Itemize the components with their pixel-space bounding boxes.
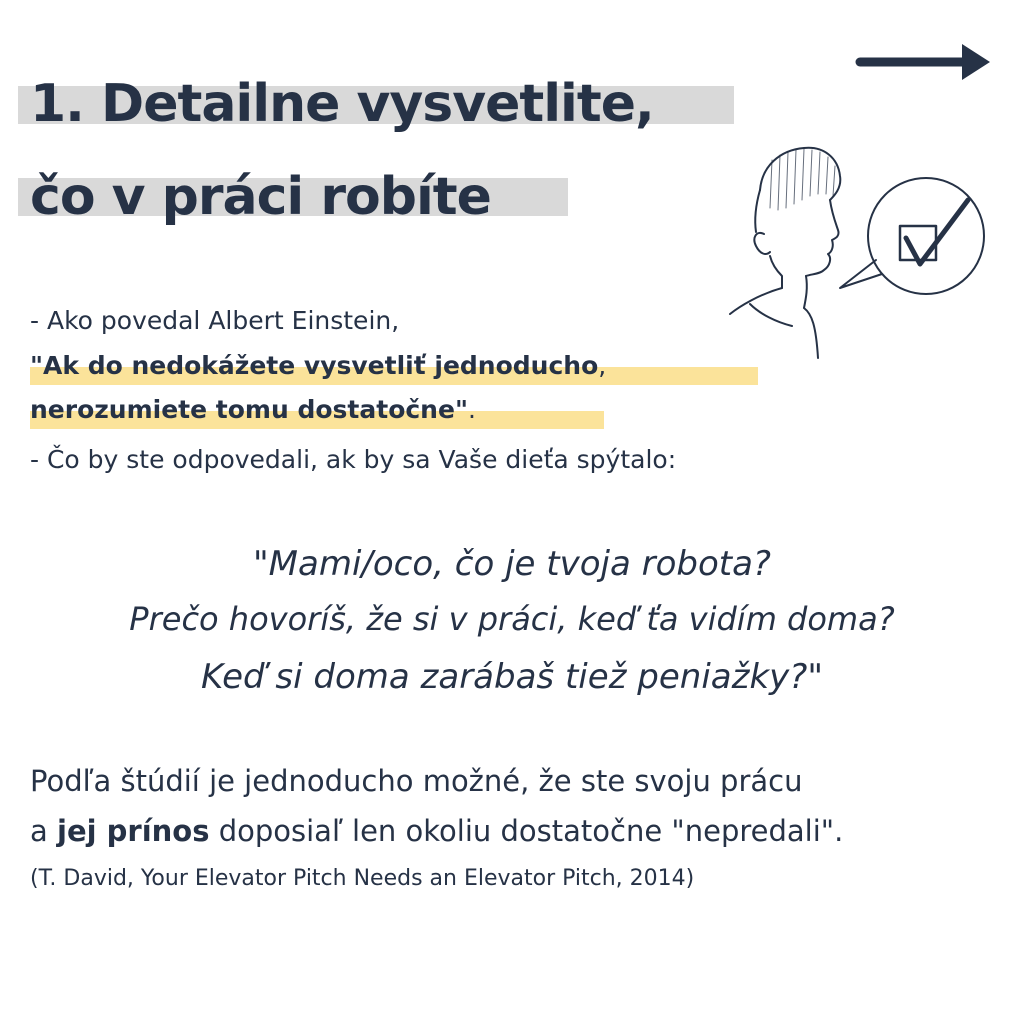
intro-line-4: - Čo by ste odpovedali, ak by sa Vaše dieťa spýtalo: (30, 445, 677, 474)
einstein-quote-line-2-tail: . (467, 395, 476, 424)
conclusion-line-2-suffix: doposiaľ len okoliu dostatočne "nepredali". (209, 814, 844, 848)
citation: (T. David, Your Elevator Pitch Needs an Elevator Pitch, 2014) (30, 866, 695, 891)
page-title-line-2: čo v práci robíte (30, 167, 491, 227)
page-title-line-1: 1. Detailne vysvetlite, (30, 74, 654, 134)
child-quote-line-1: "Mami/oco, čo je tvoja robota? (253, 544, 771, 584)
child-quote-line-3: Keď si doma zarábaš tiež peniažky?" (201, 657, 823, 697)
einstein-quote-line-2 (30, 397, 476, 422)
einstein-quote-line-1-tail: , (598, 351, 607, 380)
conclusion-line-1: Podľa štúdií je jednoducho možné, že ste svoju prácu (30, 764, 803, 798)
person-speech-checkmark-icon (720, 138, 1000, 368)
child-quote-line-2: Prečo hovoríš, že si v práci, keď ťa vidím doma? (129, 600, 895, 638)
intro-line-1: - Ako povedal Albert Einstein, (30, 306, 400, 335)
conclusion-line-2 (30, 814, 844, 848)
einstein-quote-line-1-text: "Ak do nedokážete vysvetliť jednoducho (30, 351, 599, 380)
einstein-quote-line-2-text: nerozumiete tomu dostatočne" (30, 395, 468, 424)
arrow-right-icon[interactable] (852, 40, 992, 84)
conclusion-line-2-bold: jej prínos (57, 814, 210, 848)
einstein-quote-line-1 (30, 353, 606, 378)
conclusion-line-2-prefix: a (30, 814, 57, 848)
